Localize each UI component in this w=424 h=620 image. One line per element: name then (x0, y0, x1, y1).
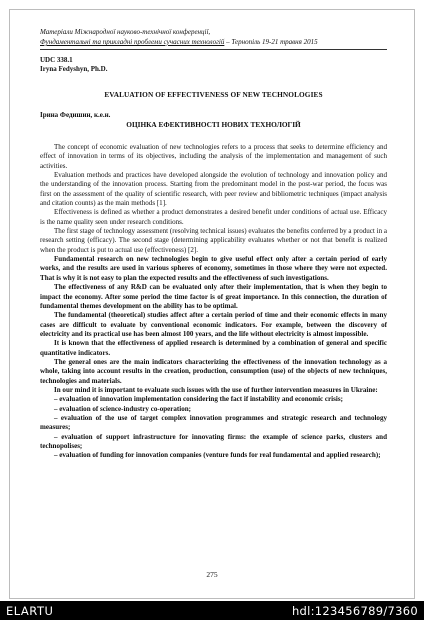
author-en: Iryna Fedyshyn, Ph.D. (40, 65, 108, 73)
document-page (9, 9, 415, 599)
page-content (40, 27, 387, 461)
body-paragraph: – evaluation of science-industry co-operation; (54, 404, 192, 413)
title-en: EVALUATION OF EFFECTIVENESS OF NEW TECHNOLOGIES (104, 90, 323, 99)
body-paragraph: – evaluation of support infrastructure for innovating firms: the example of science parks, clusters and technopolises; (40, 432, 387, 450)
conference-header (40, 27, 387, 50)
body-paragraph: – evaluation of funding for innovation companies (venture funds for real fundamental and applied research); (54, 451, 381, 460)
body-paragraph: The fundamental (theoretical) studies affect after a certain period of time and their economic effects in many cases are difficult to evaluate by conventional economic indicators. For example, between the discovery of electricity and its practical use has been almost 100 years, and the life without electricity is almost impossible. (40, 311, 387, 338)
body-paragraph: In our mind it is important to evaluate such issues with the use of further intervention measures in Ukraine: (54, 385, 378, 394)
body-paragraph: The general ones are the main indicators characterizing the effectiveness of the innovation technology as a whole, taking into account results in the creation, production, consumption (use) of the objects of new techniques, technologies and materials. (40, 357, 387, 385)
repository-name: ELARTU (6, 604, 54, 618)
body-paragraph: The concept of economic evaluation of new technologies refers to a process that seeks to determine efficiency and effect of innovation in terms of its objectives, including the analysis of the implementation and management of such activities. (40, 143, 387, 170)
udc-code: UDC 338.1 (40, 56, 73, 64)
body-paragraph: Evaluation methods and practices have developed alongside the evolution of technology and innovation policy and the understanding of the innovation process. Starting from the predominant model in the post-war period, the focus was first on the assessment of the quality of scientific research, with peer review and bibliometric techniques (impact analysis and citation counts) as the main methods [1]. (40, 171, 387, 208)
article-body (40, 143, 387, 461)
body-paragraph: Fundamental research on new technologies begin to give useful effect only after a certain period of early works, and the results are used in various spheres of economy, sometimes in those where they were not expected. That is why it is not easy to plan the expected results and the effectiveness of such investigations. (40, 255, 387, 282)
body-paragraph: The first stage of technology assessment (resolving technical issues) evaluates the benefits conferred by a product in a research setting (efficacy). The second stage (determining applicability evaluates whether or not that benefit is realized when the product is put to actual use (effectiveness) [2]. (40, 227, 387, 254)
conference-place-date: – Тернопіль 19-21 травня 2015 (224, 38, 318, 46)
body-paragraph: – evaluation of the use of target complex innovation programmes and strategic research and technology measures; (40, 413, 387, 432)
handle-identifier[interactable]: hdl:123456789/7360 (291, 604, 418, 618)
conference-header-line1: Матеріали Міжнародної науково-технічної конференції, (40, 28, 211, 36)
conference-title: Фундаментальні та прикладні проблеми сучасних технологій (40, 38, 225, 46)
author-ua: Ірина Федишин, к.е.н. (40, 111, 111, 119)
body-paragraph: The effectiveness of any R&D can be evaluated only after their implementation, that is when they begin to impact the economy. After some period the time factor is of great importance. In this connection, the duration of fundamental themes development on the ability has to be optimal. (40, 283, 387, 310)
body-paragraph: – evaluation of innovation implementation considering the fact if instability and economic crisis; (54, 395, 343, 404)
viewer-footer-bar (0, 601, 424, 620)
page-number: 275 (206, 570, 218, 579)
body-paragraph: Effectiveness is defined as whether a product demonstrates a desired benefit under conditions of actual use. Efficacy is the name quality seen under research conditions. (40, 208, 387, 226)
conference-header-line2 (40, 37, 387, 47)
title-ua: ОЦІНКА ЕФЕКТИВНОСТІ НОВИХ ТЕХНОЛОГІЙ (126, 120, 301, 129)
body-paragraph: It is known that the effectiveness of applied research is determined by a combination of general and specific quantitative indicators. (40, 339, 387, 357)
